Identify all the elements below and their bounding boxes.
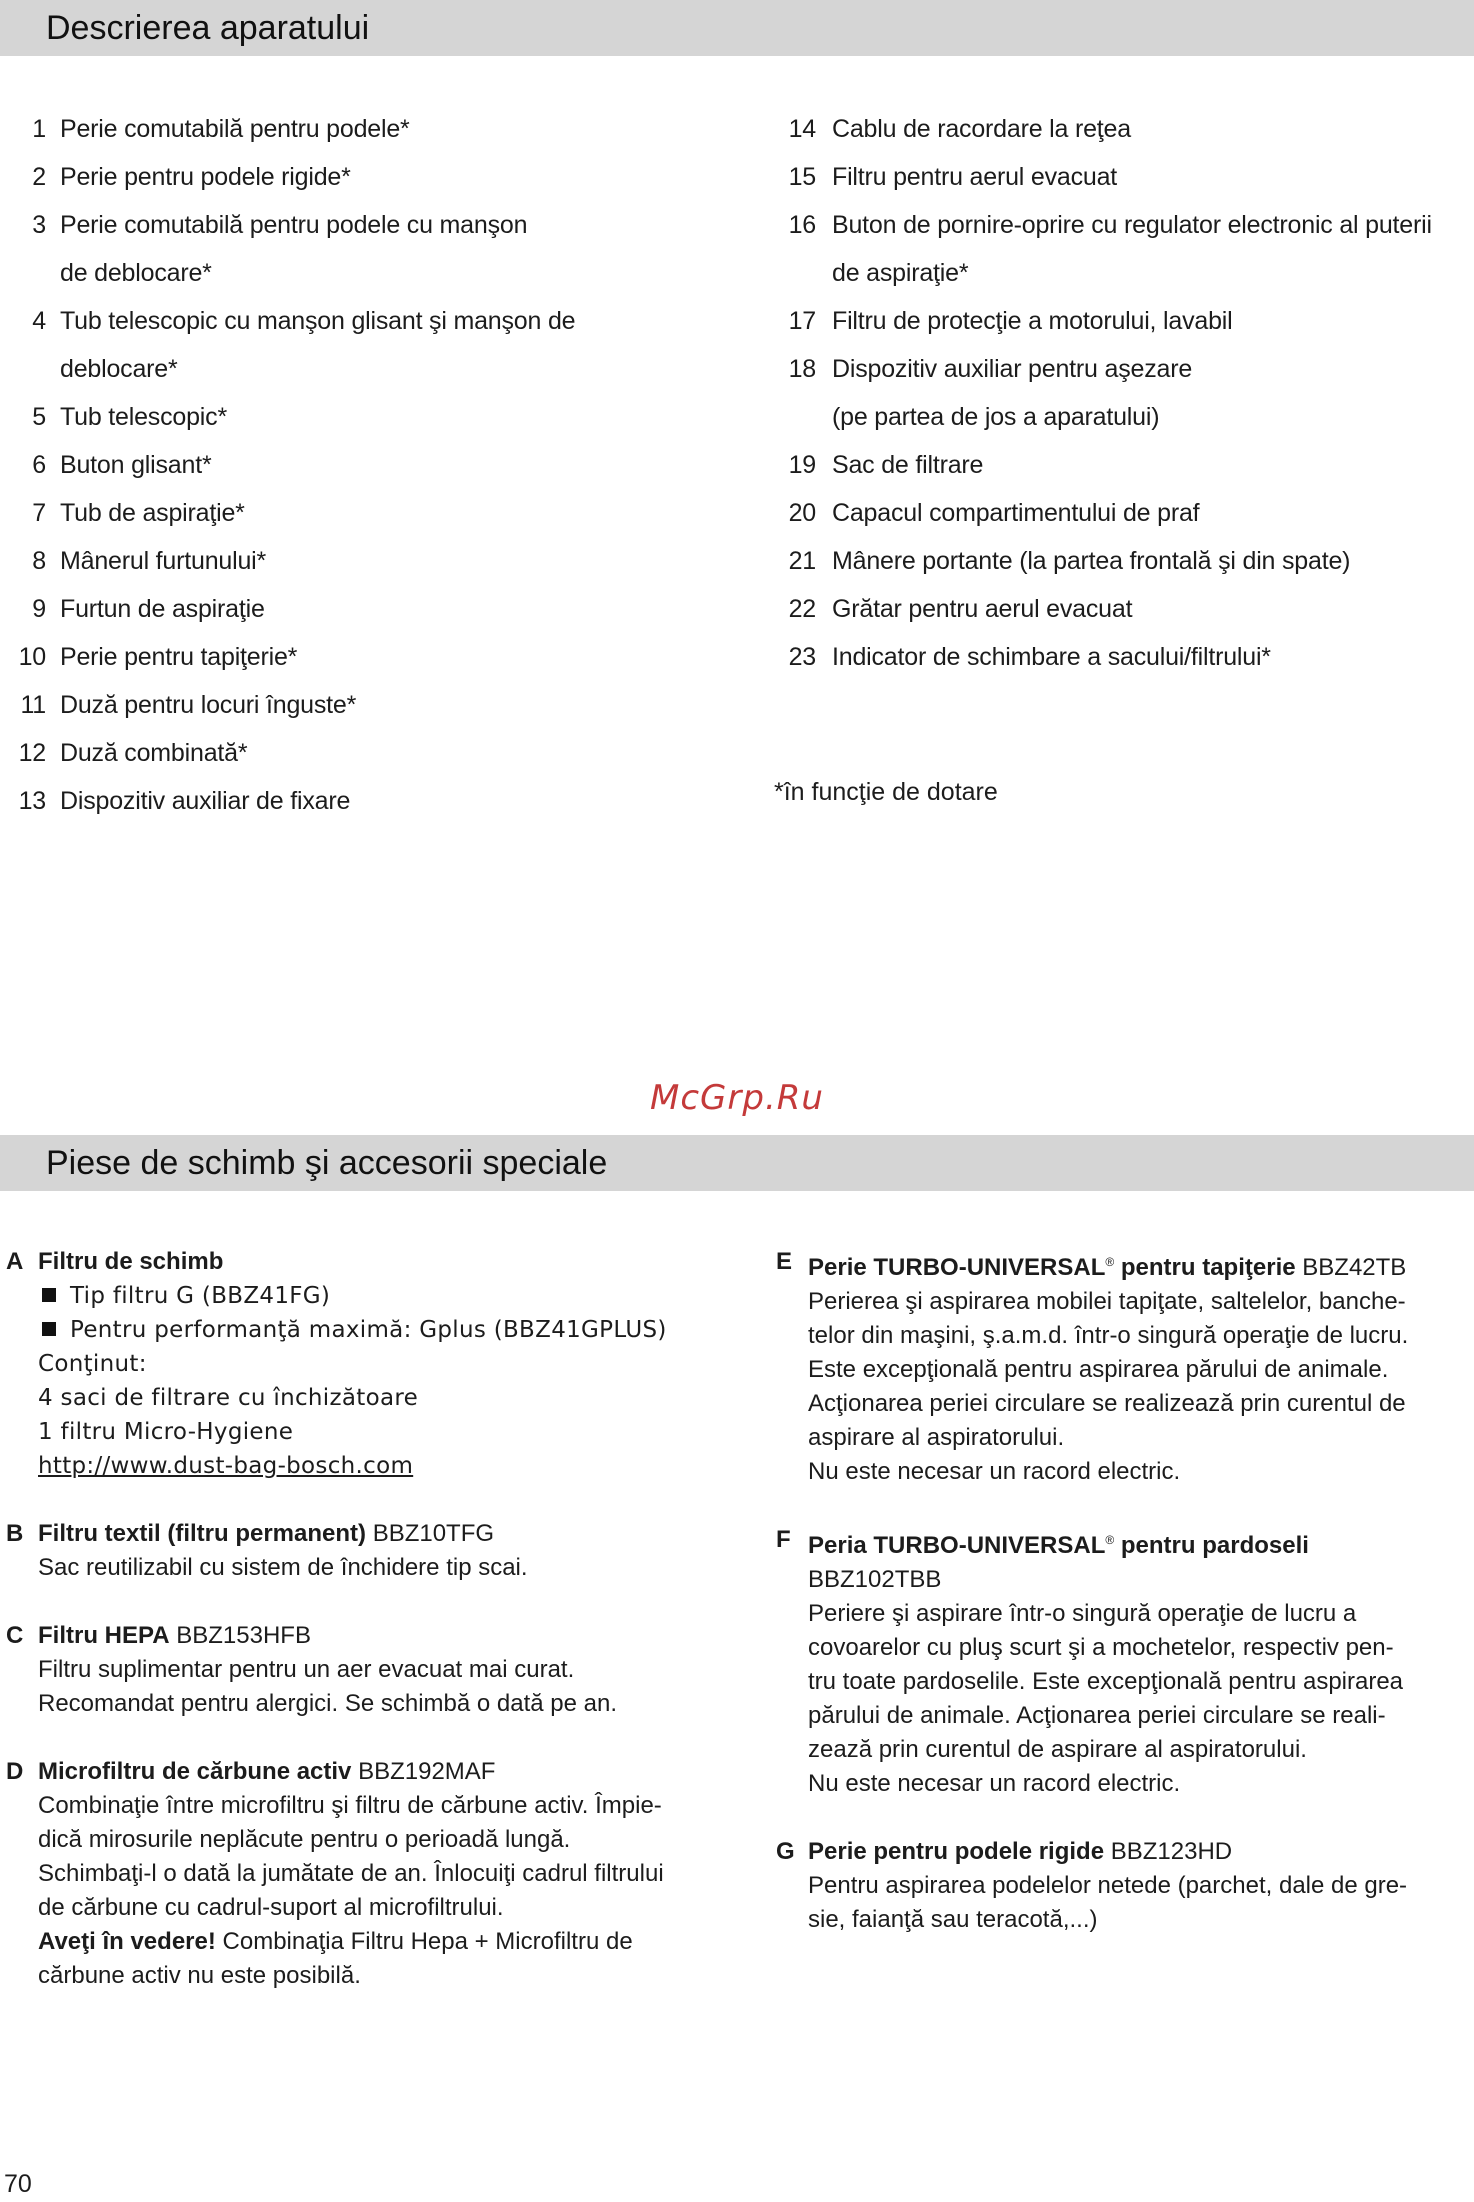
part-number: 17 bbox=[788, 306, 816, 335]
parts-list-item bbox=[0, 585, 760, 633]
parts-list-item bbox=[0, 729, 760, 777]
part-label: Perie comutabilă pentru podele cu manşon bbox=[60, 210, 528, 239]
parts-list-item bbox=[768, 249, 1474, 297]
accessory-text-line: părului de animale. Acţionarea periei circulare se reali- bbox=[808, 1702, 1386, 1729]
section-header-bar bbox=[0, 0, 1474, 56]
accessory-text-line: 4 saci de filtrare cu închizătoare bbox=[38, 1385, 419, 1411]
parts-list-item bbox=[768, 153, 1474, 201]
part-number: 6 bbox=[32, 450, 46, 479]
part-number: 23 bbox=[788, 642, 816, 671]
accessory-letter: C bbox=[6, 1622, 24, 1649]
part-label: (pe partea de jos a aparatului) bbox=[832, 402, 1160, 431]
accessory-name: Filtru de schimb bbox=[38, 1248, 224, 1275]
accessory-e bbox=[770, 1245, 1474, 1489]
parts-list-item bbox=[768, 537, 1474, 585]
accessory-name-suffix: pentru tapiţerie bbox=[1120, 1254, 1296, 1281]
part-number: 21 bbox=[788, 546, 816, 575]
part-number: 12 bbox=[18, 738, 46, 767]
part-label: Sac de filtrare bbox=[832, 450, 984, 479]
part-label: Duză combinată* bbox=[60, 738, 248, 767]
accessory-text-line: Acţionarea periei circulare se realizează prin curentul de bbox=[808, 1390, 1406, 1417]
accessory-code: BBZ123HD bbox=[1110, 1838, 1233, 1865]
part-label: Capacul compartimentului de praf bbox=[832, 498, 1200, 527]
accessory-letter: D bbox=[6, 1758, 24, 1785]
accessory-a bbox=[0, 1245, 730, 1483]
parts-list-item bbox=[0, 249, 760, 297]
accessory-name-suffix: pentru pardoseli bbox=[1120, 1532, 1309, 1559]
part-label: Tub telescopic cu manşon glisant şi manşon de bbox=[60, 306, 576, 335]
accessory-code: BBZ10TFG bbox=[372, 1520, 495, 1547]
part-label: Buton de pornire-oprire cu regulator electronic al puterii bbox=[832, 210, 1432, 239]
parts-list-item bbox=[0, 105, 760, 153]
part-label: Perie pentru tapiţerie* bbox=[60, 642, 298, 671]
accessories-right-column bbox=[770, 1245, 1474, 1971]
accessory-g bbox=[770, 1835, 1474, 1937]
part-label: Dispozitiv auxiliar de fixare bbox=[60, 786, 351, 815]
part-number: 5 bbox=[32, 402, 46, 431]
registered-mark: ® bbox=[1105, 1255, 1115, 1269]
accessory-text-line: Sac reutilizabil cu sistem de închidere tip scai. bbox=[38, 1554, 528, 1581]
parts-list-item bbox=[0, 153, 760, 201]
accessory-bullet-text: Tip filtru G (BBZ41FG) bbox=[70, 1283, 331, 1309]
accessory-text-line: Este excepţională pentru aspirarea părului de animale. bbox=[808, 1356, 1389, 1383]
parts-list-item bbox=[0, 681, 760, 729]
accessory-text-line: covoarelor cu pluş scurt şi a mochetelor, respectiv pen- bbox=[808, 1634, 1394, 1661]
part-label: deblocare* bbox=[60, 354, 178, 383]
accessory-letter: G bbox=[776, 1838, 795, 1865]
accessory-b bbox=[0, 1517, 730, 1585]
accessory-text-line: Pentru aspirarea podelelor netede (parchet, dale de gre- bbox=[808, 1872, 1408, 1899]
part-label: Grătar pentru aerul evacuat bbox=[832, 594, 1133, 623]
accessory-name: Filtru textil (filtru permanent) bbox=[38, 1520, 367, 1547]
part-number: 11 bbox=[20, 690, 46, 719]
part-label: Filtru pentru aerul evacuat bbox=[832, 162, 1118, 191]
accessory-text-line: cărbune activ nu este posibilă. bbox=[38, 1962, 361, 1989]
part-label: de deblocare* bbox=[60, 258, 212, 287]
parts-list-item bbox=[0, 489, 760, 537]
part-label: Indicator de schimbare a sacului/filtrului* bbox=[832, 642, 1271, 671]
accessory-note-bold: Aveţi în vedere! bbox=[38, 1928, 216, 1955]
parts-list-item bbox=[0, 633, 760, 681]
section-title-description: Descrierea aparatului bbox=[46, 9, 370, 47]
page-number: 70 bbox=[4, 2170, 32, 2198]
parts-list-item bbox=[768, 489, 1474, 537]
part-number: 1 bbox=[32, 114, 46, 143]
part-label: Cablu de racordare la reţea bbox=[832, 114, 1131, 143]
part-number: 19 bbox=[788, 450, 816, 479]
accessory-text-line: 1 filtru Micro-Hygiene bbox=[38, 1419, 294, 1445]
accessory-name: Microfiltru de cărbune activ bbox=[38, 1758, 352, 1785]
part-number: 15 bbox=[788, 162, 816, 191]
parts-list-item bbox=[768, 633, 1474, 681]
accessory-c bbox=[0, 1619, 730, 1721]
parts-list-item bbox=[768, 345, 1474, 393]
accessory-name: Perie pentru podele rigide bbox=[808, 1838, 1105, 1865]
part-label: Buton glisant* bbox=[60, 450, 212, 479]
accessory-bullet-text: Pentru performanţă maximă: Gplus (BBZ41GPLUS) bbox=[70, 1317, 667, 1343]
parts-list-item bbox=[0, 777, 760, 825]
accessory-text-line: Recomandat pentru alergici. Se schimbă o dată pe an. bbox=[38, 1690, 618, 1717]
part-number: 10 bbox=[18, 642, 46, 671]
parts-list-item bbox=[0, 345, 760, 393]
accessory-d bbox=[0, 1755, 730, 1993]
accessories-left-column bbox=[0, 1245, 730, 2027]
accessory-letter: F bbox=[776, 1526, 791, 1553]
footnote: *în funcţie de dotare bbox=[774, 778, 998, 806]
accessory-name: Peria TURBO-UNIVERSAL bbox=[808, 1532, 1106, 1559]
part-number: 20 bbox=[788, 498, 816, 527]
part-label: Mânerul furtunului* bbox=[60, 546, 267, 575]
part-label: Mânere portante (la partea frontală şi din spate) bbox=[832, 546, 1351, 575]
parts-list-item bbox=[768, 105, 1474, 153]
parts-list-item bbox=[0, 393, 760, 441]
accessory-f bbox=[770, 1523, 1474, 1801]
parts-list-item bbox=[768, 441, 1474, 489]
accessory-text-line: tru toate pardoselile. Este excepţională pentru aspirarea bbox=[808, 1668, 1404, 1695]
part-number: 4 bbox=[32, 306, 46, 335]
accessory-text-line: Filtru suplimentar pentru un aer evacuat mai curat. bbox=[38, 1656, 575, 1683]
accessory-text-line: dică mirosurile neplăcute pentru o perioadă lungă. bbox=[38, 1826, 571, 1853]
accessory-name: Filtru HEPA bbox=[38, 1622, 170, 1649]
accessory-text-line: sie, faianţă sau teracotă,...) bbox=[808, 1906, 1098, 1933]
accessory-code: BBZ153HFB bbox=[176, 1622, 311, 1649]
part-label: Perie pentru podele rigide* bbox=[60, 162, 351, 191]
part-number: 22 bbox=[788, 594, 816, 623]
part-label: Duză pentru locuri înguste* bbox=[60, 690, 357, 719]
parts-list-item bbox=[0, 537, 760, 585]
registered-mark: ® bbox=[1105, 1533, 1115, 1547]
accessory-text-line: Nu este necesar un racord electric. bbox=[808, 1770, 1181, 1797]
part-number: 18 bbox=[788, 354, 816, 383]
accessory-text-line: Schimbaţi-l o dată la jumătate de an. Înlocuiţi cadrul filtrului bbox=[38, 1860, 664, 1887]
part-number: 3 bbox=[32, 210, 46, 239]
part-number: 2 bbox=[32, 162, 46, 191]
accessory-text-line: de cărbune cu cadrul-suport al microfiltrului. bbox=[38, 1894, 504, 1921]
accessory-text-line: zează prin curentul de aspirare al aspiratorului. bbox=[808, 1736, 1307, 1763]
accessory-letter: B bbox=[6, 1520, 24, 1547]
part-label: Tub telescopic* bbox=[60, 402, 227, 431]
accessory-text-line: Perierea şi aspirarea mobilei tapiţate, saltelelor, banche- bbox=[808, 1288, 1406, 1315]
bullet-square-icon bbox=[42, 1322, 56, 1336]
part-number: 16 bbox=[788, 210, 816, 239]
dust-bag-link[interactable]: http://www.dust-bag-bosch.com bbox=[38, 1453, 414, 1479]
part-number: 9 bbox=[32, 594, 46, 623]
accessory-letter: A bbox=[6, 1248, 24, 1275]
accessory-text-line: Nu este necesar un racord electric. bbox=[808, 1458, 1181, 1485]
parts-list-item bbox=[0, 297, 760, 345]
part-number: 13 bbox=[18, 786, 46, 815]
accessory-text-line: aspirare al aspiratorului. bbox=[808, 1424, 1065, 1451]
part-number: 8 bbox=[32, 546, 46, 575]
part-label: Filtru de protecţie a motorului, lavabil bbox=[832, 306, 1233, 335]
accessory-letter: E bbox=[776, 1248, 793, 1275]
part-label: Perie comutabilă pentru podele* bbox=[60, 114, 410, 143]
accessory-code: BBZ102TBB bbox=[808, 1566, 942, 1593]
accessory-note-text: Combinaţia Filtru Hepa + Microfiltru de bbox=[222, 1928, 633, 1955]
parts-list-item bbox=[768, 393, 1474, 441]
accessory-text-line: Combinaţie între microfiltru şi filtru de cărbune activ. Împie- bbox=[38, 1792, 662, 1819]
part-label: Furtun de aspiraţie bbox=[60, 594, 265, 623]
bullet-square-icon bbox=[42, 1288, 56, 1302]
accessory-text-line: telor din maşini, ş.a.m.d. într-o singură operaţie de lucru. bbox=[808, 1322, 1409, 1349]
accessory-text-line: Conţinut: bbox=[38, 1351, 147, 1377]
part-label: Tub de aspiraţie* bbox=[60, 498, 245, 527]
accessory-text-line: Periere şi aspirare într-o singură operaţie de lucru a bbox=[808, 1600, 1357, 1627]
accessory-code: BBZ42TB bbox=[1302, 1254, 1407, 1281]
parts-list-left bbox=[0, 105, 760, 825]
parts-list-item bbox=[0, 201, 760, 249]
part-number: 14 bbox=[788, 114, 816, 143]
part-number: 7 bbox=[32, 498, 46, 527]
parts-list-right bbox=[768, 105, 1474, 681]
section-header-bar bbox=[0, 1135, 1474, 1191]
parts-list-item bbox=[768, 201, 1474, 249]
parts-list-item bbox=[0, 441, 760, 489]
parts-list-item bbox=[768, 585, 1474, 633]
section-title-spare-parts: Piese de schimb şi accesorii speciale bbox=[46, 1144, 608, 1182]
accessory-code: BBZ192MAF bbox=[358, 1758, 496, 1785]
part-label: Dispozitiv auxiliar pentru aşezare bbox=[832, 354, 1193, 383]
parts-list-item bbox=[768, 297, 1474, 345]
watermark: McGrp.Ru bbox=[650, 1078, 824, 1118]
accessory-name: Perie TURBO-UNIVERSAL bbox=[808, 1254, 1106, 1281]
part-label: de aspiraţie* bbox=[832, 258, 969, 287]
